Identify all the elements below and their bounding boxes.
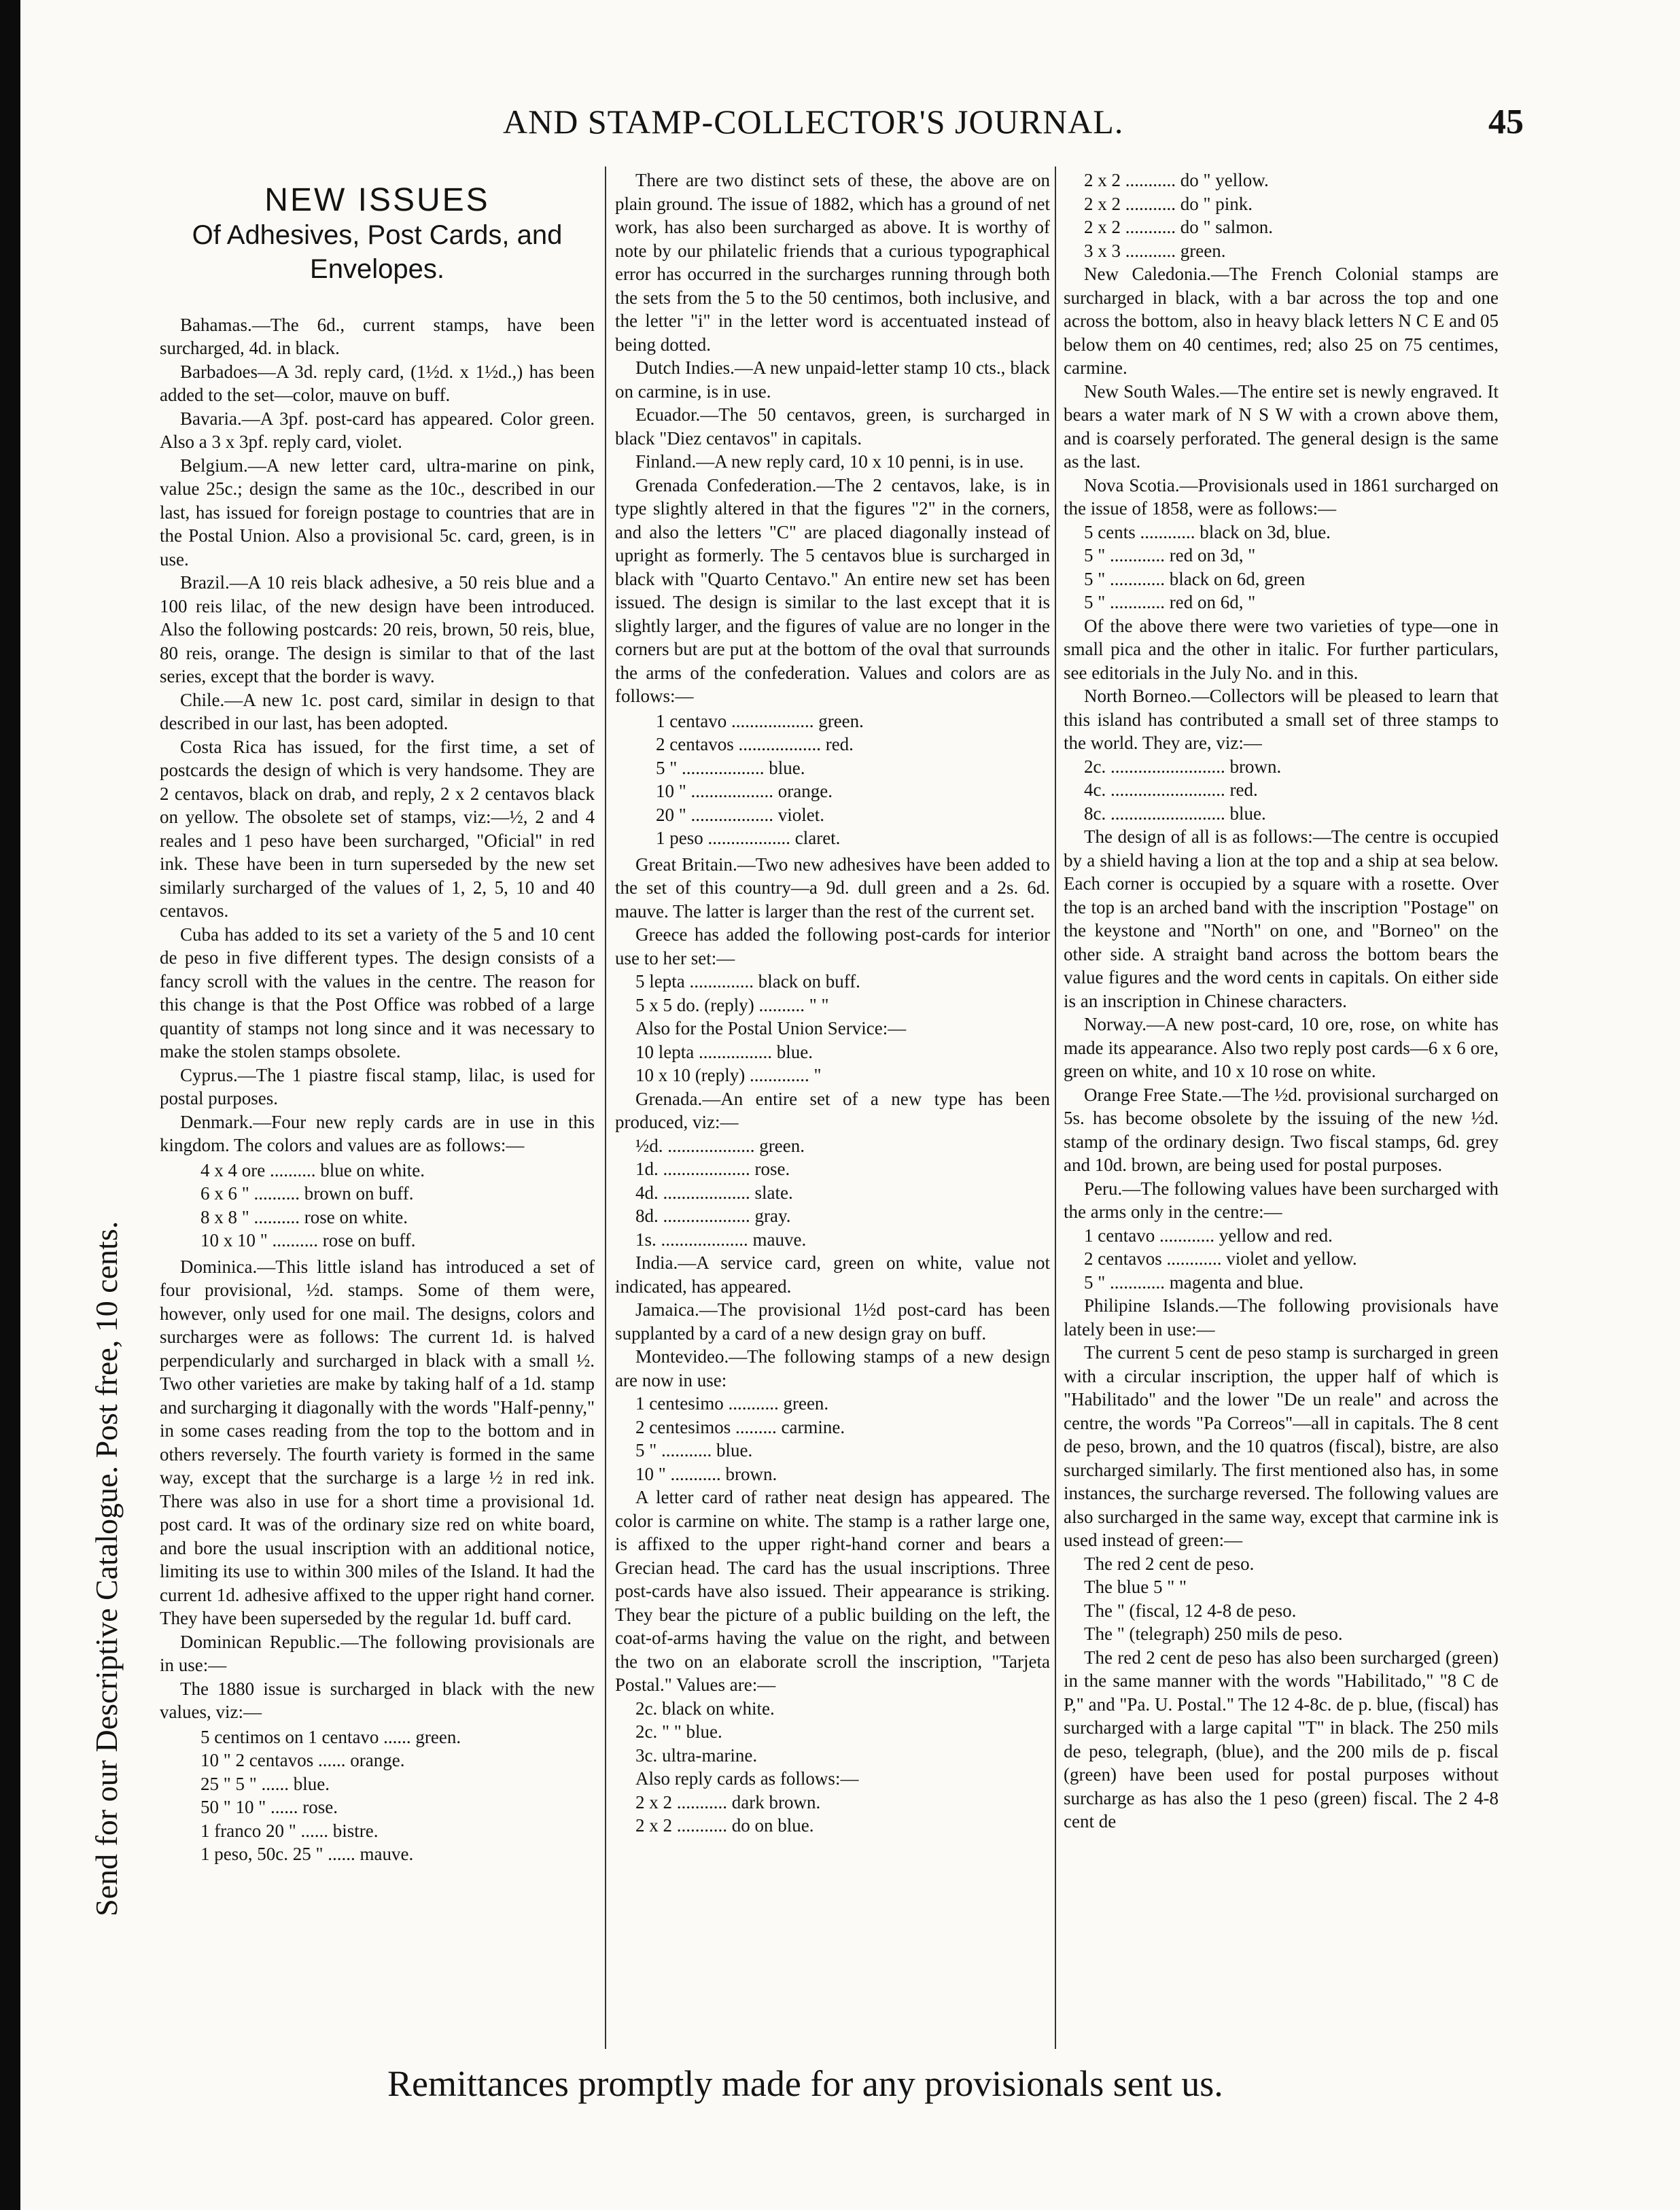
column-rule [1055, 166, 1056, 2049]
page-number: 45 [1488, 103, 1524, 141]
paragraph: Greece has added the following post-cards for interior use to her set:— [615, 924, 1050, 968]
paragraph: The " (fiscal, 12 4-8 de peso. [1084, 1600, 1297, 1621]
table-row: 5 centimos on 1 centavo ...... green. [200, 1726, 461, 1747]
paragraph: 2c. black on white. [635, 1698, 775, 1719]
section-title: NEW ISSUES [264, 182, 490, 218]
paragraph: 1d. ................... rose. [635, 1159, 790, 1179]
paragraph: Denmark.—Four new reply cards are in use in this kingdom. The colors and values are as follows:— [160, 1111, 595, 1155]
scan-edge-shadow [0, 0, 20, 2210]
footer-notice: Remittances promptly made for any provisionals sent us. [387, 2063, 1223, 2104]
paragraph: Barbadoes—A 3d. reply card, (1½d. x 1½d.,) has been added to the set—color, mauve on buff. [160, 361, 595, 405]
paragraph: The current 5 cent de peso stamp is surcharged in green with a circular inscription, the upper half of which is "Habilitado" and the lower "De un reale" and across the centre, the words "Pa Correos"—all in capitals. The 8 cent de peso, brown, and the 10 quatros (fiscal), bistre, are also surcharged similarly. The first mentioned also has, in some instances, the surcharge reversed. The following values are also surcharged in the same way, except that carmine ink is used instead of green:— [1064, 1342, 1499, 1550]
table-row: 25 " 5 " ...... blue. [200, 1773, 330, 1794]
paragraph: 2c. ......................... brown. [1084, 756, 1282, 777]
paragraph: Chile.—A new 1c. post card, similar in design to that described in our last, has been adopted. [160, 689, 595, 733]
paragraph: Cuba has added to its set a variety of the 5 and 10 cent de peso in five different types. The design consists of a fancy scroll with the values in the centre. The reason for this change is that the Post Office was robbed of a large quantity of stamps not long since and it was necessary to make the stolen stamps obsolete. [160, 924, 595, 1062]
paragraph: 10 " ........... brown. [635, 1463, 777, 1484]
table-row: 1 peso, 50c. 25 " ...... mauve. [200, 1844, 414, 1864]
paragraph: Great Britain.—Two new adhesives have been added to the set of this country—a 9d. dull green and a 2s. 6d. mauve. The latter is larger than the rest of the current set. [615, 854, 1050, 922]
paragraph: 8d. ................... gray. [635, 1206, 791, 1226]
paragraph: Grenada Confederation.—The 2 centavos, lake, is in type slightly altered in that the figures "2" in the corners, and also the letters "C" are placed diagonally instead of upright as formerly. The 5 centavos blue is surcharged in black with "Quarto Centavo." An entire new set has been issued. The design is similar to the last except that it is slightly larger, and the figures of value are no longer in the corners but are put at the bottom of the oval that surrounds the arms of the confederation. Values and colors are as follows:— [615, 474, 1050, 706]
paragraph: Dutch Indies.—A new unpaid-letter stamp 10 cts., black on carmine, is in use. [615, 357, 1050, 402]
paragraph: Jamaica.—The provisional 1½d post-card has been supplanted by a card of a new design gray on buff. [615, 1299, 1050, 1344]
table-row: 2 centavos .................. red. [656, 734, 854, 754]
table-row: 4 x 4 ore .......... blue on white. [200, 1159, 425, 1180]
paragraph: The design of all is as follows:—The centre is occupied by a shield having a lion at the top and a ship at sea below. Each corner is occupied by a square with a rosette. Over the top is an arched band with the inscription "Postage" on the keystone and "North" on one, and "Borneo" on the other side. A straight band across the bottom bears the value figures and the word cents in capitals. On either side is an inscription in Chinese characters. [1064, 826, 1499, 1011]
column-3 [1064, 169, 1499, 2044]
paragraph: India.—A service card, green on white, value not indicated, has appeared. [615, 1252, 1050, 1297]
paragraph: 5 " ............ magenta and blue. [1084, 1271, 1303, 1293]
paragraph: 2 x 2 ........... dark brown. [635, 1791, 821, 1812]
paragraph: Brazil.—A 10 reis black adhesive, a 50 reis blue and a 100 reis lilac, of the new design have been introduced. Also the following postcards: 20 reis, brown, 50 reis, blue, 80 reis, orange. The design is similar to that of the last series, except that the border is wavy. [160, 572, 595, 686]
paragraph: Nova Scotia.—Provisionals used in 1861 surcharged on the issue of 1858, were as follows:— [1064, 474, 1499, 519]
paragraph: Philipine Islands.—The following provisionals have lately been in use:— [1064, 1295, 1499, 1339]
paragraph: Norway.—A new post-card, 10 ore, rose, on white has made its appearance. Also two reply post cards—6 x 6 ore, green on white, and 10 x 10 rose on white. [1064, 1014, 1499, 1081]
paragraph: 4d. ................... slate. [635, 1182, 793, 1203]
table-row: 10 " 2 centavos ...... orange. [200, 1750, 405, 1770]
paragraph: 2 centavos ............ violet and yellow. [1084, 1248, 1357, 1269]
table-row: 10 x 10 " .......... rose on buff. [200, 1230, 416, 1250]
paragraph: 2c. " " blue. [635, 1721, 722, 1742]
paragraph: The " (telegraph) 250 mils de peso. [1084, 1624, 1343, 1644]
side-advertisement: Send for our Descriptive Catalogue. Post free, 10 cents. [89, 1221, 124, 1916]
column-1 [160, 169, 595, 2044]
paragraph: Belgium.—A new letter card, ultra-marine on pink, value 25c.; design the same as the 10c., described in our last, has issued for foreign postage to countries that are in the Postal Union. Also a provisional 5c. card, green, is in use. [160, 455, 595, 569]
table-row: 1 peso .................. claret. [656, 828, 841, 848]
table-row: 20 " .................. violet. [656, 804, 825, 825]
paragraph: 2 x 2 ........... do " pink. [1084, 193, 1253, 214]
table-row: 6 x 6 " .......... brown on buff. [200, 1183, 414, 1204]
paragraph: Bahamas.—The 6d., current stamps, have been surcharged, 4d. in black. [160, 314, 595, 358]
paragraph: 1s. ................... mauve. [635, 1229, 807, 1250]
table-row: 8 x 8 " .......... rose on white. [200, 1206, 408, 1227]
paragraph: 2 centesimos ......... carmine. [635, 1416, 845, 1437]
paragraph: 4c. ......................... red. [1084, 779, 1258, 800]
paragraph: Also reply cards as follows:— [635, 1768, 859, 1789]
paragraph: 1 centesimo ........... green. [635, 1393, 829, 1414]
paragraph: 2 x 2 ........... do " salmon. [1084, 217, 1274, 237]
paragraph: 5 lepta .............. black on buff. [635, 971, 860, 992]
paragraph: 3c. ultra-marine. [635, 1744, 758, 1766]
paragraph: The red 2 cent de peso. [1084, 1553, 1255, 1574]
paragraph: New Caledonia.—The French Colonial stamps are surcharged in black, with a bar across the top and one across the bottom, also in heavy black letters N C E and 05 below them on 40 centimes, red; also 25 on 75 centimes, carmine. [1064, 264, 1499, 378]
paragraph: 10 lepta ................ blue. [635, 1041, 813, 1062]
paragraph: There are two distinct sets of these, the above are on plain ground. The issue of 1882, which has a ground of net work, has also been surcharged as above. It is worthy of note by our philatelic friends that a curious typographical error has occurred in the surcharges running through both the sets from the 5 to the 50 centimos, both inclusive, and the letter "i" in the letter word is accentuated instead of being dotted. [615, 170, 1050, 355]
paragraph: Bavaria.—A 3pf. post-card has appeared. Color green. Also a 3 x 3pf. reply card, violet. [160, 408, 595, 452]
paragraph: Grenada.—An entire set of a new type has been produced, viz:— [615, 1088, 1050, 1132]
paragraph: Peru.—The following values have been surcharged with the arms only in the centre:— [1064, 1178, 1499, 1222]
table-row: 10 " .................. orange. [656, 781, 833, 801]
paragraph: The 1880 issue is surcharged in black with the new values, viz:— [160, 1678, 595, 1722]
paragraph: New South Wales.—The entire set is newly engraved. It bears a water mark of N S W with a crown above them, and is coarsely perforated. The general design is the same as the last. [1064, 381, 1499, 472]
paragraph: 2 x 2 ........... do on blue. [635, 1815, 814, 1836]
paragraph: Dominican Republic.—The following provisionals are in use:— [160, 1631, 595, 1675]
paragraph: The blue 5 " " [1084, 1577, 1187, 1597]
paragraph: 5 " ............ red on 3d, " [1084, 545, 1256, 565]
paragraph: Finland.—A new reply card, 10 x 10 penni, is in use. [635, 451, 1024, 472]
paragraph: Cyprus.—The 1 piastre fiscal stamp, lilac, is used for postal purposes. [160, 1064, 595, 1108]
running-header: AND STAMP-COLLECTOR'S JOURNAL. [503, 103, 1124, 141]
table-row: 1 franco 20 " ...... bistre. [200, 1820, 379, 1841]
column-2 [615, 169, 1050, 2044]
paragraph: ½d. ................... green. [635, 1135, 805, 1156]
paragraph: 3 x 3 ........... green. [1084, 240, 1226, 261]
paragraph: Of the above there were two varieties of type—one in small pica and the other in italic. For further particulars, see editorials in the July No. and in this. [1064, 615, 1499, 683]
paragraph: Orange Free State.—The ½d. provisional surcharged on 5s. has become obsolete by the issuing of the new ½d. stamp of the ordinary design. Two fiscal stamps, 6d. grey and 10d. brown, are being used for postal purposes. [1064, 1084, 1499, 1175]
paragraph: Ecuador.—The 50 centavos, green, is surcharged in black "Diez centavos" in capitals. [615, 404, 1050, 449]
table-row: 1 centavo .................. green. [656, 710, 864, 731]
paragraph: A letter card of rather neat design has appeared. The color is carmine on white. The stamp is a rather large one, is affixed to the upper right-hand corner and bears a Grecian head. The card has the usual inscriptions. Three post-cards have also issued. Their appearance is striking. They bear the picture of a public building on the left, the coat-of-arms having the value on the right, and between the two on an elaborate scroll the inscription, "Tarjeta Postal." Values are:— [615, 1487, 1050, 1695]
section-subtitle: Of Adhesives, Post Cards, and Envelopes. [192, 220, 563, 284]
paragraph: 1 centavo ............ yellow and red. [1084, 1225, 1333, 1246]
paragraph: The red 2 cent de peso has also been surcharged (green) in the same manner with the words "Habilitado," "8 C de P," and "Pa. U. Postal." The 12 4-8c. de p. blue, (fiscal) has surcharged with a large capital "T" in black. The 250 mils de peso, telegraph, (blue), and the 200 mils de p. fiscal (green) have been used for postal purposes without surcharge as has also the 1 peso (green) fiscal. The 2 4-8 cent de [1064, 1647, 1499, 1831]
column-rule [605, 166, 606, 2049]
paragraph: 5 " ............ black on 6d, green [1084, 568, 1306, 589]
table-row: 5 " .................. blue. [656, 757, 805, 778]
paragraph: North Borneo.—Collectors will be pleased to learn that this island has contributed a small set of three stamps to the world. They are, viz:— [1064, 686, 1499, 753]
table-row: 50 " 10 " ...... rose. [200, 1797, 338, 1817]
paragraph: 2 x 2 ........... do " yellow. [1084, 170, 1269, 190]
paragraph: Montevideo.—The following stamps of a new design are now in use: [615, 1346, 1050, 1390]
paragraph: 10 x 10 (reply) ............. " [635, 1065, 822, 1085]
paragraph: 5 cents ............ black on 3d, blue. [1084, 521, 1331, 542]
paragraph: Dominica.—This little island has introduced a set of four provisional, ½d. stamps. Some of them were, however, only used for one mail. The designs, colors and surcharges were as follows: The current 1d. is halved perpendicularly and surcharged in black with a small ½. Two other varieties are make by taking half of a 1d. stamp and surcharging it diagonally with the words "Half-penny," in some cases reading from the top to the bottom and in others reversely. The fourth variety is formed in the same way, except that the surcharge is a large ½ in red ink. There was also in use for a short time a provisional 1d. post card. It was of the ordinary size red on white board, and bore the usual inscription with an additional notice, limiting its use to within 300 miles of the Island. It had the current 1d. adhesive affixed to the upper right hand corner. They have been superseded by the regular 1d. buff card. [160, 1256, 595, 1628]
paragraph: Also for the Postal Union Service:— [635, 1018, 907, 1038]
paragraph: 8c. ......................... blue. [1084, 803, 1266, 824]
paragraph: 5 x 5 do. (reply) .......... " " [635, 994, 829, 1015]
paragraph: 5 " ........... blue. [635, 1440, 753, 1460]
paragraph: 5 " ............ red on 6d, " [1084, 592, 1256, 612]
paragraph: Costa Rica has issued, for the first time, a set of postcards the design of which is very handsome. They are 2 centavos, black on drab, and reply, 2 x 2 centavos black on yellow. The obsolete set of stamps, viz:—½, 2 and 4 reales and 1 peso have been surcharged, "Oficial" in red ink. These have been in turn superseded by the new set similarly surcharged of the values of 1, 2, 5, 10 and 40 centavos. [160, 736, 595, 921]
